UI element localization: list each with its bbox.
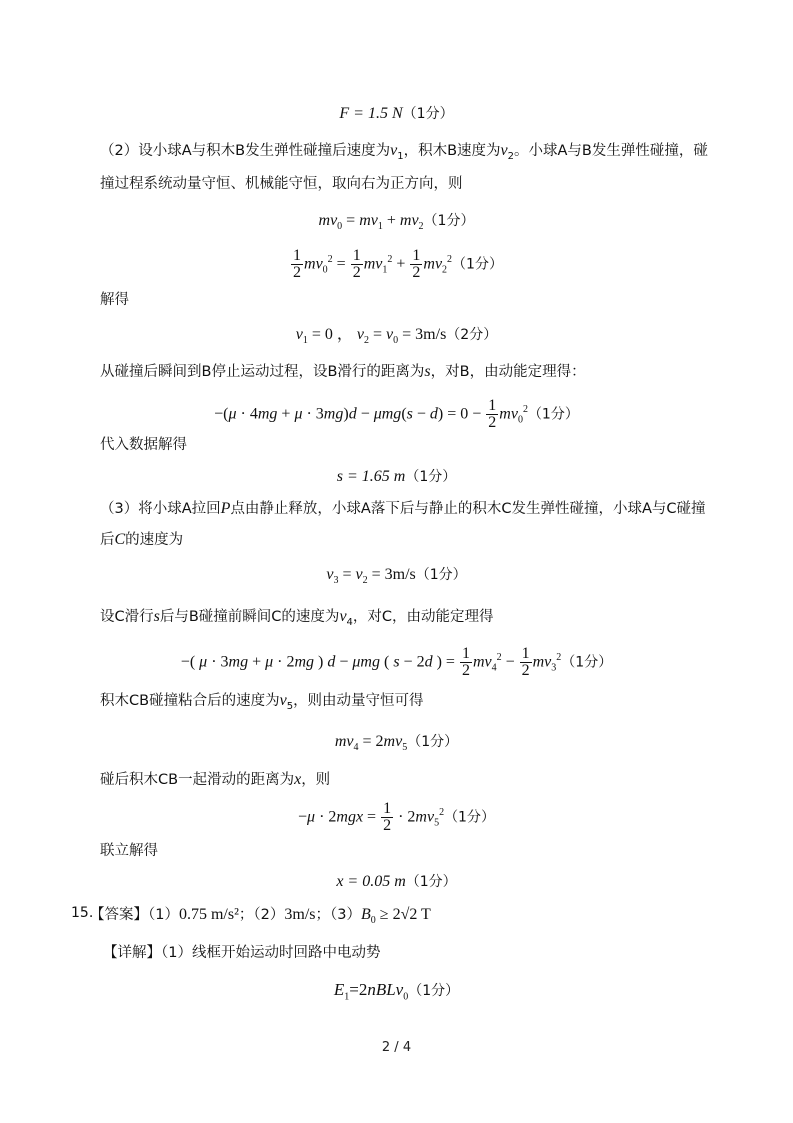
- text: （3）将小球A拉回: [100, 501, 221, 517]
- detail-line: [103, 943, 380, 963]
- points-label: （1分）: [405, 469, 457, 485]
- text: ；（3）: [315, 907, 361, 923]
- answer-value-2: 3m/s: [284, 906, 316, 923]
- eq-force-text: F = 1.5 N: [339, 105, 403, 122]
- equation-work-energy-3: −μ · 2mgx = $\frac{1}{2}$ · $2mv_5^2(1$分）: [298, 800, 495, 835]
- points-label: （1分）: [444, 809, 495, 826]
- points-label: （1分）: [561, 654, 613, 671]
- text: （2）设小球A与积木B发生弹性碰撞后速度为: [100, 143, 391, 159]
- text-lianli: 联立解得: [100, 843, 158, 859]
- text: 后: [100, 532, 115, 548]
- paragraph-3-line-1: （3）将小球A拉回P点由静止释放，小球A落下后与静止的积木C发生弹性碰撞，小球A与C碰撞: [100, 500, 706, 517]
- equation-emf: $E_1=2nBLv_0(1$分）: [333, 980, 460, 1003]
- answer-label: 【答案】: [90, 907, 148, 923]
- text: 从碰撞后瞬间到B停止运动过程，设B滑行的距离为: [100, 364, 425, 380]
- text: ；（2）: [238, 907, 285, 923]
- question-number: 15.: [71, 905, 94, 921]
- points-label: （1分）: [402, 106, 454, 122]
- equation-force: [0, 104, 793, 124]
- equation-velocities: $v_1 = 0$ ， $v_2 = v_0 = 3m/s(2$分）: [295, 326, 498, 347]
- points-label: （1分）: [452, 256, 503, 273]
- text: ，对C，由动能定理得: [352, 609, 494, 625]
- points-label: （1分）: [527, 406, 579, 423]
- equation-energy: $\frac{1}{2}$ $mv_0^2$ = $\frac{1}{2}$ $mv_1^2$ + $\frac{1}{2}$ $mv_2^2(1$分）: [293, 247, 503, 282]
- paragraph-2-line-2: [100, 174, 463, 194]
- points-label: （1分）: [415, 567, 467, 583]
- paragraph-c-intro: 设C滑行s后与B碰撞前瞬间C的速度为$v_4$，对C，由动能定理得: [100, 608, 494, 628]
- equation-v5: $mv_4 = 2mv_5(1$分）: [334, 733, 459, 754]
- points-label: （1分）: [408, 983, 460, 999]
- text: 后与B碰撞前瞬间C的速度为: [159, 609, 340, 625]
- equation-v3: $v_3 = v_2 = 3m/s(1$分）: [326, 566, 467, 587]
- text: 设C滑行: [100, 609, 154, 625]
- answer-value-1: 0.75 m/s²: [178, 906, 239, 923]
- text: 的速度为: [125, 532, 184, 548]
- text: （1）线框开始运动时回路中电动势: [161, 945, 381, 961]
- points-label: （1分）: [405, 874, 457, 890]
- text-daishu: 代入数据解得: [100, 437, 187, 453]
- equation-s: [0, 467, 793, 487]
- text: 碰后积木CB一起滑动的距离为: [100, 772, 295, 788]
- text: 撞过程系统动量守恒、机械能守恒，取向右为正方向，则: [100, 176, 463, 192]
- text: ，则由动量守恒可得: [293, 693, 424, 709]
- text: 积木CB碰撞粘合后的速度为: [100, 693, 280, 709]
- paragraph-x: 碰后积木CB一起滑动的距离为x，则: [100, 771, 331, 788]
- equation-x: [0, 872, 793, 892]
- paragraph-3-line-2: 后C的速度为: [100, 531, 184, 548]
- text: ，对B，由动能定理得：: [430, 364, 586, 380]
- paragraph-2-line-1: （2）设小球A与积木B发生弹性碰撞后速度为$v_1$，积木B速度为$v_2$。小球A与B发生弹性碰撞，碰: [100, 142, 708, 162]
- equation-work-energy-1: −(μ · 4mg + μ · 3mg)d − μmg(s − d) = 0 − $\frac{1}{2}$ $mv_0^2(1$分）: [214, 397, 579, 432]
- text-jiede-1: 解得: [100, 292, 129, 308]
- page-number: 2 / 4: [381, 1040, 412, 1055]
- detail-label: 【详解】: [103, 945, 161, 961]
- question-15-answer: 【答案】（1）0.75 m/s²；（2）3m/s；$(3)B_0 \ge 2√2$ T: [90, 906, 431, 927]
- paragraph-cb: 积木CB碰撞粘合后的速度为$v_5$，则由动量守恒可得: [100, 692, 424, 712]
- text: ，则: [301, 772, 331, 788]
- points-label: （1分）: [407, 734, 459, 750]
- points-label: （2分）: [446, 327, 498, 343]
- text: 点由静止释放，小球A落下后与静止的积木C发生弹性碰撞，小球A与C碰撞: [230, 501, 706, 517]
- paragraph-s-intro: 从碰撞后瞬间到B停止运动过程，设B滑行的距离为s，对B，由动能定理得：: [100, 363, 586, 380]
- points-label: （1分）: [423, 213, 475, 229]
- text: 。小球A与B发生弹性碰撞，碰: [514, 143, 708, 159]
- eq-s-text: s = 1.65 m: [336, 468, 406, 485]
- text: ，积木B速度为: [403, 143, 501, 159]
- equation-momentum: $mv_0 = mv_1 + mv_2(1$分）: [318, 212, 475, 233]
- text: （1）: [148, 907, 179, 923]
- eq-x-text: x = 0.05 m: [336, 873, 406, 890]
- equation-work-energy-2: −( μ · 3mg + μ · 2mg ) d − μmg ( s − 2d ) = $\frac{1}{2}$ $mv_4^2$ − $\frac{1}{2}$ $mv_3^2(1$分）: [180, 645, 613, 680]
